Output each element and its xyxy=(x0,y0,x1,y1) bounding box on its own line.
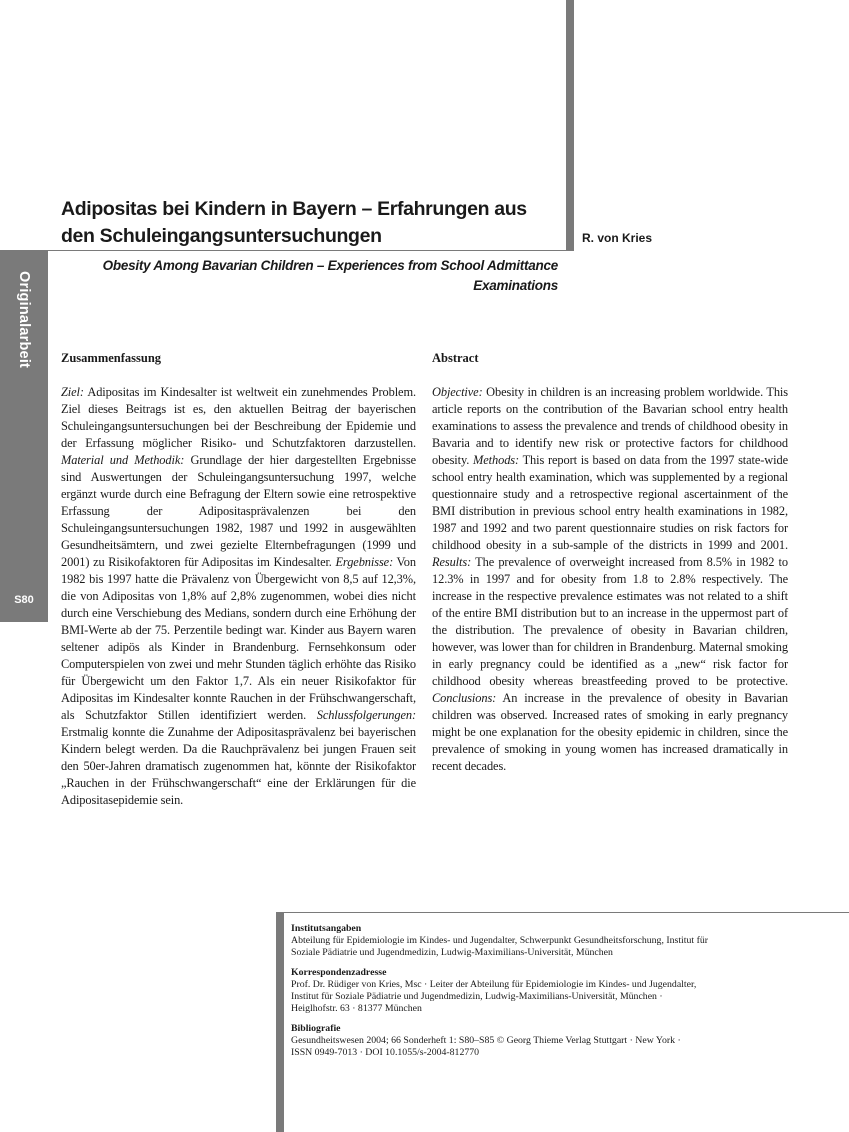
bibliografie-block xyxy=(291,1023,831,1059)
bibliografie-line: Gesundheitswesen 2004; 66 Sonderheft 1: S80–S85 © Georg Thieme Verlag Stuttgart · New York · xyxy=(291,1035,681,1046)
footer-rule xyxy=(276,912,849,913)
institut-block xyxy=(291,923,831,959)
methodik-text: Grundlage der hier dargestellten Ergebnisse sind Auswertungen der Schuleingangsuntersuchung 1997, welche ergänzt wurde durch eine Befragung der Eltern sowie eine retrospektive Erfassung der Adipositasprävalenzen bei den Schuleingangsuntersuchungen 1982, 1987 und 1992 in ausgewählten Gesundheitsämtern, und zwei gezielte Elternbefragungen (1999 und 2001) zu Risikofaktoren für Adipositas im Kindesalter. xyxy=(61,453,416,569)
korrespondenz-label: Korrespondenzadresse xyxy=(291,967,387,978)
ziel-text: Adipositas im Kindesalter ist weltweit ein zunehmendes Problem. Ziel dieses Beitrags ist es, den aktuellen Beitrag der bayerischen Schuleingangsuntersuchungen bei der Beschreibung der Epidemie und der Erfassung möglicher Risiko- und Schutzfaktoren darzustellen. xyxy=(61,385,416,450)
conclusions-label: Conclusions: xyxy=(432,691,497,705)
article-title: Adipositas bei Kindern in Bayern – Erfahrungen aus den Schuleingangsuntersuchungen xyxy=(61,198,527,247)
author-name: R. von Kries xyxy=(582,231,653,245)
institut-label: Institutsangaben xyxy=(291,923,362,934)
ergebnisse-label: Ergebnisse: xyxy=(335,555,394,569)
results-text: The prevalence of overweight increased from 8.5% in 1982 to 12.3% in 1997 and for obesity from 1.8 to 2.8% respectively. The increase in the respective prevalence estimates was not related to a shift of the entire BMI distribution but to an increase in the uppermost part of the distribution. The prevalence of obesity in Bavarian children, however, was lower than for children in Brandenburg. Maternal smoking in early pregnancy could be identified as a „new“ risk factor for childhood obesity whereas breastfeeding proved to be protective. xyxy=(432,555,788,688)
methods-text: This report is based on data from the 1997 state-wide school entry health examination, which was supplemented by a regional questionnaire study and a retrospective regional ascertainment of the BMI distribution in previous school entry health examinations in 1982, 1987 and 1992 and two parent questionnaire studies on risk factors for childhood obesity in a sub-sample of the districts in 1999 and 2001. xyxy=(432,453,788,552)
korrespondenz-line: Institut für Soziale Pädiatrie und Jugendmedizin, Ludwig-Maximilians-Universität, München · xyxy=(291,991,663,1002)
conclusions-text: An increase in the prevalence of obesity in Bavarian children was observed. Increased rates of smoking in early pregnancy might be one explanation for the obesity epidemic in children, since the prevalence of smoking in young women has increased dramatically in recent decades. xyxy=(432,691,788,773)
abstract-paragraph xyxy=(432,384,788,775)
title-underline-rule xyxy=(0,250,567,251)
page-number: S80 xyxy=(14,594,34,606)
objective-label: Objective: xyxy=(432,385,483,399)
zusammenfassung-column xyxy=(61,350,416,809)
zusammenfassung-heading: Zusammenfassung xyxy=(61,351,162,365)
zusammenfassung-paragraph xyxy=(61,384,416,809)
institut-line: Soziale Pädiatrie und Jugendmedizin, Ludwig-Maximilians-Universität, München xyxy=(291,947,613,958)
bibliografie-label: Bibliografie xyxy=(291,1023,341,1034)
section-label: Originalarbeit xyxy=(16,271,32,369)
korrespondenz-line: Prof. Dr. Rüdiger von Kries, Msc · Leiter der Abteilung für Epidemiologie im Kindes- und Jugendalter, xyxy=(291,979,697,990)
schlussfolgerungen-label: Schlussfolgerungen: xyxy=(316,708,416,722)
results-label: Results: xyxy=(432,555,472,569)
abstract-heading: Abstract xyxy=(432,351,479,365)
top-gray-bar xyxy=(566,0,574,251)
methodik-label: Material und Methodik: xyxy=(61,453,185,467)
methods-label: Methods: xyxy=(473,453,520,467)
korrespondenz-block xyxy=(291,967,831,1015)
ziel-label: Ziel: xyxy=(61,385,84,399)
article-subtitle-english: Obesity Among Bavarian Children – Experiences from School Admittance Examinations xyxy=(102,258,558,293)
footer-gray-bar xyxy=(276,912,284,1132)
objective-text: Obesity in children is an increasing problem worldwide. This article reports on the contribution of the Bavarian school entry health examinations to assess the prevalence and trends of childhood obesity in Bavaria and to identify new risk or protective factors for childhood obesity. xyxy=(432,385,788,467)
article-metadata xyxy=(291,923,831,1067)
abstract-column xyxy=(432,350,788,775)
ergebnisse-text: Von 1982 bis 1997 hatte die Prävalenz von Übergewicht von 8,5 auf 12,3%, die von Adipositas von 1,8% auf 2,8% zugenommen, wobei dies nicht durch eine Verschiebung des Medians, sondern durch eine Erhöhung der BMI-Werte ab der 75. Perzentile bedingt war. Kinder aus Bayern waren seltener adipös als Kinder in Brandenburg. Fernsehkonsum oder Computerspielen von zwei und mehr Stunden täglich erhöhte das Risiko für Übergewicht um den Faktor 1,7. Als ein neuer Risikofaktor für Adipositas im Kindesalter konnte Rauchen in der Frühschwangerschaft, als Schutzfaktor Stillen identifiziert werden. xyxy=(61,555,416,722)
schlussfolgerungen-text: Erstmalig konnte die Zunahme der Adipositasprävalenz bei bayerischen Kindern belegt werden. Da die Rauchprävalenz bei jungen Frauen seit den 50er-Jahren dramatisch zugenommen hat, könnte der Risikofaktor „Rauchen in der Frühschwangerschaft“ eine der Erklärungen für die Adipositasepidemie sein. xyxy=(61,725,416,807)
korrespondenz-line: Heiglhofstr. 63 · 81377 München xyxy=(291,1003,422,1014)
institut-line: Abteilung für Epidemiologie im Kindes- und Jugendalter, Schwerpunkt Gesundheitsforschung, Institut für xyxy=(291,935,708,946)
bibliografie-line: ISSN 0949-7013 · DOI 10.1055/s-2004-812770 xyxy=(291,1047,480,1058)
